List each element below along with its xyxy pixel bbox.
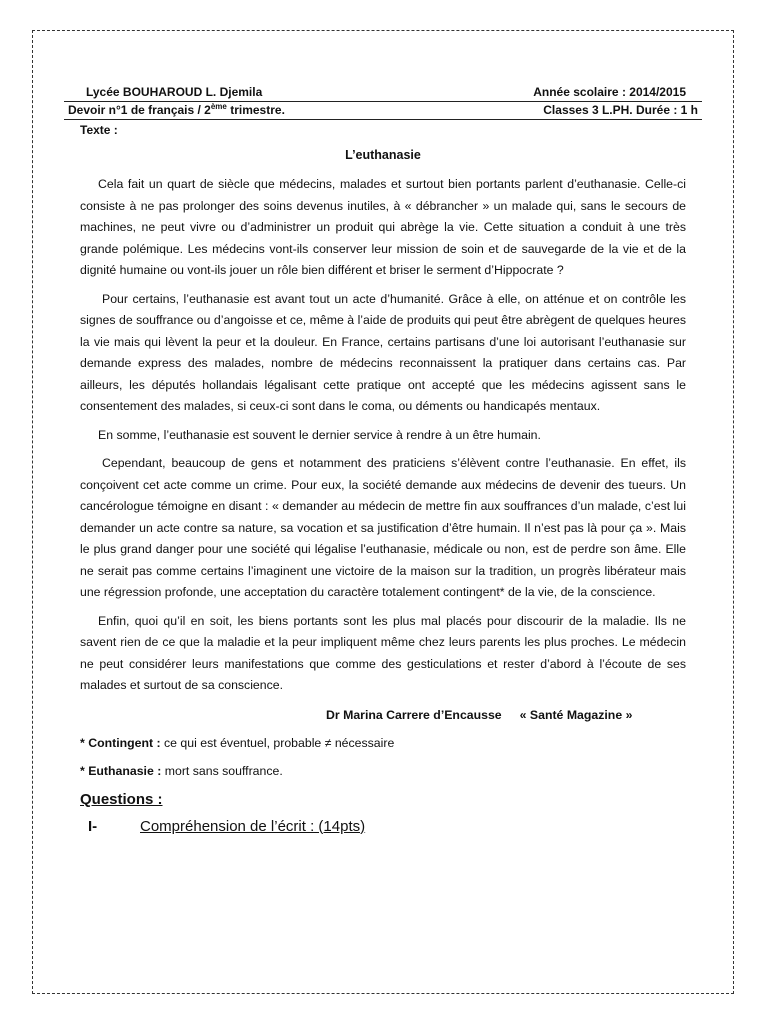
note-definition: mort sans souffrance.	[161, 763, 283, 778]
signature-source: « Santé Magazine »	[519, 707, 633, 722]
assignment-title	[68, 102, 285, 119]
questions-heading: Questions :	[80, 790, 163, 808]
school-year: Année scolaire : 2014/2015	[533, 85, 686, 99]
document-content	[68, 84, 698, 838]
note-term: * Euthanasie :	[80, 763, 162, 778]
assignment-sup: ème	[210, 102, 227, 111]
paragraph-1: Cela fait un quart de siècle que médecins, malades et surtout bien portants parlent d’euthanasie. Celle-ci consiste à ne pas prolonger des soins devenus inutiles, à « débrancher » un malade qui, sans le secours de machines, ne peut vivre ou d’administrer un produit qui abrège la vie. Cette situation a conduit à une très grande polémique. Les médecins vont-ils conserver leur mission de soin et de sauvegarde de la vie et de la dignité humaine ou vont-ils jouer un rôle bien différent et briser le serment d’Hippocrate ?	[80, 177, 686, 277]
classes-duration: Classes 3 L.PH. Durée : 1 h	[543, 103, 698, 117]
paragraph-3: En somme, l’euthanasie est souvent le dernier service à rendre à un être humain.	[98, 427, 541, 442]
text-title: L’euthanasie	[345, 148, 421, 162]
header-row-school	[80, 84, 686, 101]
school-name: Lycée BOUHAROUD L. Djemila	[86, 85, 263, 99]
note-contingent	[80, 733, 686, 753]
paragraph-2: Pour certains, l’euthanasie est avant tout un acte d’humanité. Grâce à elle, on atténue et on contrôle les signes de souffrance ou d’angoisse et ce, même à l’aide de produits qui peut être abrègent de quelques heures la vie mais qui lèvent la peur et la douleur. En France, certains partisans d’une loi autorisant l’euthanasie sur demande express des malades, nombre de médecins reconnaissent la pratiquer dans certains cas. Par ailleurs, les députés hollandais légalisant cette pratique ont accepté que les médecins agissent sans le consentement des malades, si ceux-ci sont dans le coma, ou déments ou handicapés mentaux.	[80, 291, 686, 413]
signature	[80, 705, 686, 725]
assignment-suffix: trimestre.	[226, 103, 285, 117]
section-heading	[80, 816, 686, 838]
texte-label: Texte :	[80, 123, 118, 137]
note-term: * Contingent :	[80, 735, 161, 750]
paragraph-4: Cependant, beaucoup de gens et notamment des praticiens s’élèvent contre l’euthanasie. En effet, ils conçoivent cet acte comme un crime. Pour eux, la société demande aux médecins de devenir des tueurs. Un cancérologue témoigne en disant : « demander au médecin de mettre fin aux souffrances d’un malade, c’est lui demander un acte contre sa nature, sa vocation et sa justification d’être humain. Il n’est pas là pour ça ». Mais le plus grand danger pour une société qui légalise l’euthanasie, médicale ou non, est de perdre son âme. Elle ne serait pas comme certains l’imaginent une victoire de la maison sur la tradition, un progrès libérateur mais une régression profonde, une acceptation du caractère totalement contingent* de la vie, de la conscience.	[80, 456, 686, 599]
note-definition: ce qui est éventuel, probable ≠ nécessaire	[160, 735, 395, 750]
paragraph-5: Enfin, quoi qu’il en soit, les biens portants sont les plus mal placés pour discourir de la maladie. Ils ne savent rien de ce que la maladie et la peur impliquent même chez leurs parents les plus proches. Le médecin ne peut considérer leurs manifestations que comme des gesticulations et rester d’abord à l’écoute de ses malades et surtout de sa conscience.	[80, 613, 686, 692]
signature-author: Dr Marina Carrere d’Encausse	[326, 707, 502, 722]
section-number: I-	[88, 817, 98, 835]
header-row-assignment	[64, 101, 702, 120]
assignment-prefix: Devoir n°1 de français / 2	[68, 103, 211, 117]
note-euthanasie	[80, 761, 686, 781]
section-label: Compréhension de l’écrit : (14pts)	[140, 817, 366, 835]
